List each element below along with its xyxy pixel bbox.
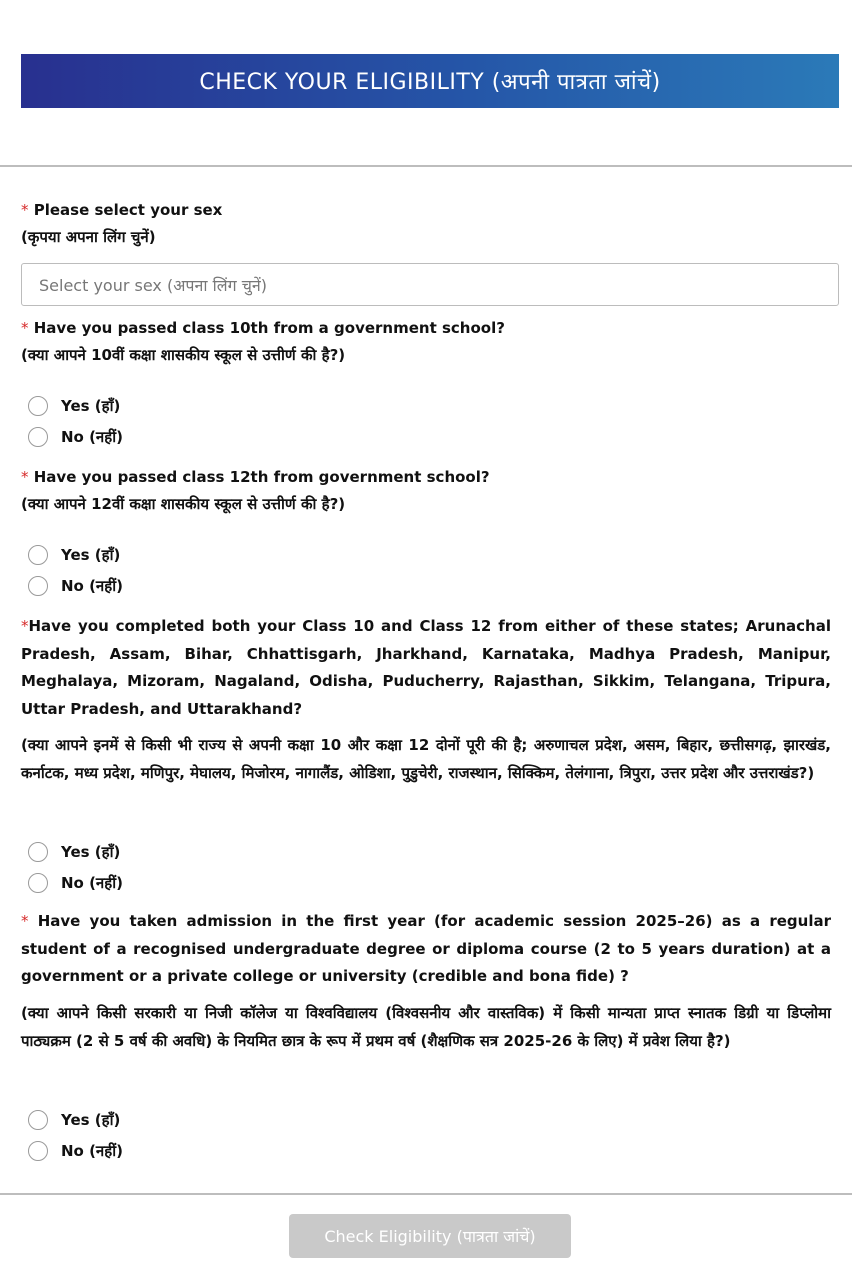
bottom-divider	[0, 1193, 852, 1195]
class10-question	[21, 315, 831, 369]
class12-label: Have you passed class 12th from government school?	[33, 468, 490, 486]
admission-no-label: No (नहीं)	[61, 1141, 123, 1160]
required-marker: *	[21, 468, 29, 486]
states-yes-option[interactable]	[28, 836, 123, 867]
class10-yes-radio[interactable]	[28, 396, 48, 416]
page-title-banner	[21, 54, 839, 108]
sex-select[interactable]	[21, 263, 839, 306]
class12-radio-group	[28, 539, 123, 601]
states-no-label: No (नहीं)	[61, 873, 123, 892]
check-eligibility-button[interactable]: Check Eligibility (पात्रता जांचें)	[289, 1214, 571, 1258]
required-marker: *	[21, 912, 29, 930]
class10-no-label: No (नहीं)	[61, 427, 123, 446]
page-title: CHECK YOUR ELIGIBILITY (अपनी पात्रता जांचें)	[199, 70, 661, 95]
class12-no-radio[interactable]	[28, 576, 48, 596]
class12-no-option[interactable]	[28, 570, 123, 601]
class10-label: Have you passed class 10th from a government school?	[33, 319, 505, 337]
admission-label-row	[21, 908, 831, 991]
class12-yes-option[interactable]	[28, 539, 123, 570]
states-radio-group	[28, 836, 123, 898]
states-label-row	[21, 613, 831, 723]
class12-question	[21, 464, 831, 518]
admission-no-option[interactable]	[28, 1135, 123, 1166]
class10-no-radio[interactable]	[28, 427, 48, 447]
class12-no-label: No (नहीं)	[61, 576, 123, 595]
sex-label-hindi: (कृपया अपना लिंग चुनें)	[21, 228, 156, 246]
class10-label-row	[21, 315, 831, 342]
class12-label-row	[21, 464, 831, 491]
states-label-hindi: (क्या आपने इनमें से किसी भी राज्य से अपनी कक्षा 10 और कक्षा 12 दोनों पूरी की है; अरुणाचल प्रदेश, असम, बिहार, छत्तीसगढ़, झारखंड, कर्नाटक, मध्य प्रदेश, मणिपुर, मेघालय, मिजोरम, नागालैंड, ओडिशा, पुडुचेरी, राजस्थान, सिक्किम, तेलंगाना, त्रिपुरा, उत्तर प्रदेश और उत्तराखंड?)	[21, 736, 831, 782]
admission-yes-radio[interactable]	[28, 1110, 48, 1130]
sex-label-row	[21, 197, 831, 224]
class12-yes-label: Yes (हाँ)	[61, 545, 121, 564]
states-label: Have you completed both your Class 10 and Class 12 from either of these states; Arunachal Pradesh, Assam, Bihar, Chhattisgarh, Jharkhand, Karnataka, Madhya Pradesh, Manipur, Meghalaya, Mizoram, Nagaland, Odisha, Puducherry, Rajasthan, Sikkim, Telangana, Tripura, Uttar Pradesh, and Uttarakhand?	[21, 617, 831, 718]
states-no-option[interactable]	[28, 867, 123, 898]
class10-no-option[interactable]	[28, 421, 123, 452]
class12-yes-radio[interactable]	[28, 545, 48, 565]
admission-no-radio[interactable]	[28, 1141, 48, 1161]
sex-label: Please select your sex	[33, 201, 223, 219]
class12-label-hindi: (क्या आपने 12वीं कक्षा शासकीय स्कूल से उत्तीर्ण की है?)	[21, 495, 346, 513]
required-marker: *	[21, 617, 29, 635]
admission-radio-group	[28, 1104, 123, 1166]
states-question	[21, 613, 831, 787]
admission-question	[21, 908, 831, 1055]
required-marker: *	[21, 319, 29, 337]
class10-radio-group	[28, 390, 123, 452]
states-yes-radio[interactable]	[28, 842, 48, 862]
sex-question	[21, 197, 831, 251]
sex-select-placeholder: Select your sex (अपना लिंग चुनें)	[39, 275, 267, 295]
states-no-radio[interactable]	[28, 873, 48, 893]
class10-yes-option[interactable]	[28, 390, 123, 421]
class10-label-hindi: (क्या आपने 10वीं कक्षा शासकीय स्कूल से उत्तीर्ण की है?)	[21, 346, 346, 364]
admission-yes-label: Yes (हाँ)	[61, 1110, 121, 1129]
class10-yes-label: Yes (हाँ)	[61, 396, 121, 415]
admission-label: Have you taken admission in the first year (for academic session 2025–26) as a regular student of a recognised undergraduate degree or diploma course (2 to 5 years duration) at a government or a private college or university (credible and bona fide) ?	[21, 912, 831, 985]
top-divider	[0, 165, 852, 167]
admission-label-hindi: (क्या आपने किसी सरकारी या निजी कॉलेज या विश्वविद्यालय (विश्वसनीय और वास्तविक) में किसी मान्यता प्राप्त स्नातक डिग्री या डिप्लोमा पाठ्यक्रम (2 से 5 वर्ष की अवधि) के नियमित छात्र के रूप में प्रथम वर्ष (शैक्षणिक सत्र 2025-26 के लिए) में प्रवेश लिया है?)	[21, 1003, 831, 1050]
required-marker: *	[21, 201, 29, 219]
admission-yes-option[interactable]	[28, 1104, 123, 1135]
states-yes-label: Yes (हाँ)	[61, 842, 121, 861]
